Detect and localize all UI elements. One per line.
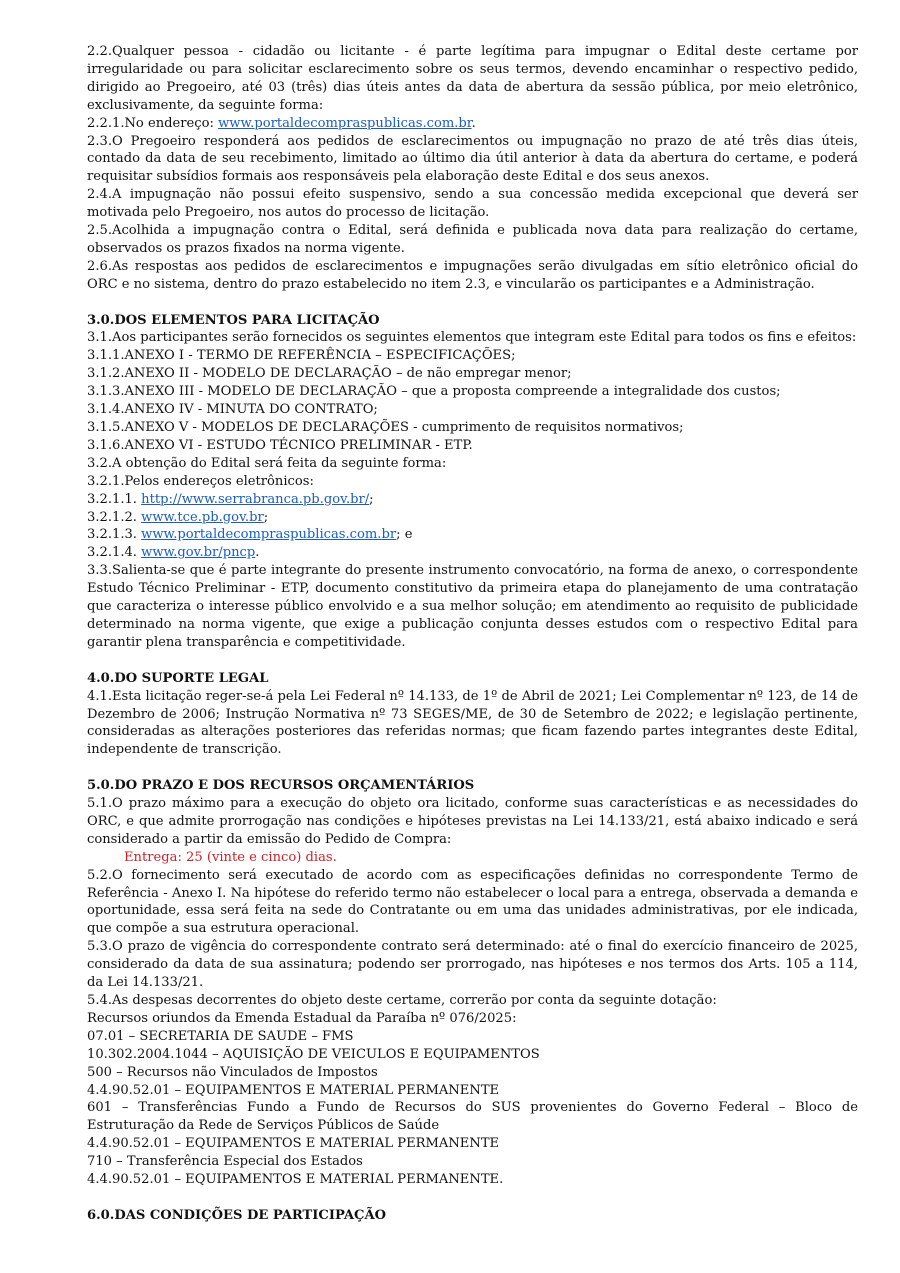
- budget-line: 601 – Transferências Fundo a Fundo de Recursos do SUS provenientes do Governo Federal – Bloco de Estruturação da Rede de Serviços Públicos de Saúde: [87, 1100, 858, 1134]
- paragraph-3-1: 3.1.Aos participantes serão fornecidos os seguintes elementos que integram este Edital para todos os fins e efeitos:: [87, 330, 857, 346]
- link-item-number: 3.2.1.3.: [87, 527, 142, 543]
- annex-item: 3.1.4.ANEXO IV - MINUTA DO CONTRATO;: [87, 402, 378, 418]
- budget-line: Recursos oriundos da Emenda Estadual da Paraíba nº 076/2025:: [87, 1010, 517, 1026]
- budget-line: 710 – Transferência Especial dos Estados: [87, 1154, 363, 1170]
- annex-item: 3.1.6.ANEXO VI - ESTUDO TÉCNICO PRELIMINAR - ETP.: [87, 437, 473, 453]
- section-4-heading: 4.0.DO SUPORTE LEGAL: [87, 670, 269, 686]
- paragraph-2-6: 2.6.As respostas aos pedidos de esclarecimentos e impugnações serão divulgadas em sítio eletrônico oficial do ORC e no sistema, dentro do prazo estabelecido no item 2.3, e vincularão os participantes e a Administração.: [87, 258, 858, 292]
- link-item-number: 3.2.1.1.: [87, 491, 142, 507]
- link-item: [87, 509, 858, 527]
- paragraph-5-3: 5.3.O prazo de vigência do correspondente contrato será determinado: até o final do exercício financeiro de 2025, considerado da data de sua assinatura; podendo ser prorrogado, nas hipóteses e nos termos dos Arts. 105 a 114, da Lei 14.133/21.: [87, 939, 858, 991]
- section-6-heading: 6.0.DAS CONDIÇÕES DE PARTICIPAÇÃO: [87, 1207, 387, 1223]
- link-item-number: 3.2.1.4.: [87, 545, 142, 561]
- budget-line: 4.4.90.52.01 – EQUIPAMENTOS E MATERIAL PERMANENTE: [87, 1136, 500, 1152]
- link-item-suffix: ;: [369, 491, 374, 507]
- paragraph-3-2: 3.2.A obtenção do Edital será feita da seguinte forma:: [87, 455, 447, 471]
- annex-item: 3.1.2.ANEXO II - MODELO DE DECLARAÇÃO – de não empregar menor;: [87, 366, 572, 382]
- address-suffix: .: [471, 115, 476, 131]
- paragraph-2-3: 2.3.O Pregoeiro responderá aos pedidos de esclarecimentos ou impugnação no prazo de até três dias úteis, contado da data de seu recebimento, limitado ao último dia útil anterior à data da abertura do certame, e poderá requisitar subsídios formais aos responsáveis pela elaboração deste Edital e dos seus anexos.: [87, 133, 858, 185]
- delivery-deadline: Entrega: 25 (vinte e cinco) dias.: [124, 849, 337, 865]
- budget-line: 4.4.90.52.01 – EQUIPAMENTOS E MATERIAL PERMANENTE.: [87, 1172, 504, 1188]
- address-label: 2.2.1.No endereço:: [87, 115, 219, 131]
- section-5-heading: 5.0.DO PRAZO E DOS RECURSOS ORÇAMENTÁRIOS: [87, 778, 475, 794]
- paragraph-2-2-1: [87, 115, 858, 133]
- link-item: [87, 526, 858, 544]
- paragraph-4-1: 4.1.Esta licitação reger-se-á pela Lei Federal nº 14.133, de 1º de Abril de 2021; Lei Complementar nº 123, de 14 de Dezembro de 2006; Instrução Normativa nº 73 SEGES/ME, de 30 de Setembro de 2022; e legislação pertinente, consideradas as alterações posteriores das referidas normas; que ficam fazendo partes integrantes deste Edital, independente de transcrição.: [87, 688, 858, 758]
- link-item-suffix: ; e: [396, 527, 413, 543]
- annex-item: 3.1.1.ANEXO I - TERMO DE REFERÊNCIA – ESPECIFICAÇÕES;: [87, 348, 516, 364]
- tce-link[interactable]: www.tce.pb.gov.br: [141, 509, 264, 525]
- paragraph-2-2: 2.2.Qualquer pessoa - cidadão ou licitante - é parte legítima para impugnar o Edital deste certame por irregularidade ou para solicitar esclarecimento sobre os seus termos, devendo encaminhar o respectivo pedido, dirigido ao Pregoeiro, até 03 (três) dias úteis antes da data de abertura da sessão pública, por meio eletrônico, exclusivamente, da seguinte forma:: [87, 44, 858, 113]
- section-3-heading: 3.0.DOS ELEMENTOS PARA LICITAÇÃO: [87, 312, 380, 328]
- budget-line: 07.01 – SECRETARIA DE SAUDE – FMS: [87, 1028, 354, 1044]
- paragraph-5-4: 5.4.As despesas decorrentes do objeto deste certame, correrão por conta da seguinte dotação:: [87, 992, 717, 1008]
- document-page: [87, 43, 858, 1225]
- budget-line: 10.302.2004.1044 – AQUISIÇÃO DE VEICULOS E EQUIPAMENTOS: [87, 1046, 540, 1062]
- link-item-number: 3.2.1.2.: [87, 509, 142, 525]
- portal-link[interactable]: www.portaldecompraspublicas.com.br: [218, 115, 472, 131]
- annex-item: 3.1.3.ANEXO III - MODELO DE DECLARAÇÃO – que a proposta compreende a integralidade dos custos;: [87, 384, 781, 400]
- paragraph-2-5: 2.5.Acolhida a impugnação contra o Edital, será definida e publicada nova data para realização do certame, observados os prazos fixados na norma vigente.: [87, 223, 858, 256]
- paragraph-5-1: 5.1.O prazo máximo para a execução do objeto ora licitado, conforme suas características e as necessidades do ORC, e que admite prorrogação nas condições e hipóteses previstas na Lei 14.133/21, está abaixo indicado e será considerado a partir da emissão do Pedido de Compra:: [87, 796, 858, 847]
- link-item: [87, 491, 858, 509]
- pncp-link[interactable]: www.gov.br/pncp: [141, 545, 256, 561]
- paragraph-3-3: 3.3.Salienta-se que é parte integrante do presente instrumento convocatório, na forma de anexo, o correspondente Estudo Técnico Preliminar - ETP, documento constitutivo da primeira etapa do planejamento de uma contratação que caracteriza o interesse público envolvido e a sua melhor solução; em atendimento ao requisito de publicidade determinado na norma vigente, que exige a publicação conjunta desses estudos com o respectivo Edital para garantir plena transparência e competitividade.: [87, 563, 858, 650]
- portal-compras-link[interactable]: www.portaldecompraspublicas.com.br: [141, 527, 397, 543]
- link-item-suffix: ;: [263, 509, 269, 525]
- annex-item: 3.1.5.ANEXO V - MODELOS DE DECLARAÇÕES - cumprimento de requisitos normativos;: [87, 420, 684, 436]
- paragraph-2-4: 2.4.A impugnação não possui efeito suspensivo, sendo a sua concessão medida excepcional que deverá ser motivada pelo Pregoeiro, nos autos do processo de licitação.: [87, 187, 858, 221]
- serrabranca-link[interactable]: http://www.serrabranca.pb.gov.br/: [141, 491, 370, 507]
- link-item-suffix: .: [255, 545, 260, 561]
- paragraph-5-2: 5.2.O fornecimento será executado de acordo com as especificações definidas no correspondente Termo de Referência - Anexo I. Na hipótese do referido termo não estabelecer o local para a entrega, observada a demanda e oportunidade, essa será feita na sede do Contratante ou em uma das unidades administrativas, por ele indicada, que compõe a sua estrutura operacional.: [87, 867, 858, 937]
- budget-line: 4.4.90.52.01 – EQUIPAMENTOS E MATERIAL PERMANENTE: [87, 1082, 500, 1098]
- link-item: [87, 544, 858, 562]
- paragraph-3-2-1: 3.2.1.Pelos endereços eletrônicos:: [87, 473, 314, 489]
- budget-line: 500 – Recursos não Vinculados de Impostos: [87, 1064, 378, 1080]
